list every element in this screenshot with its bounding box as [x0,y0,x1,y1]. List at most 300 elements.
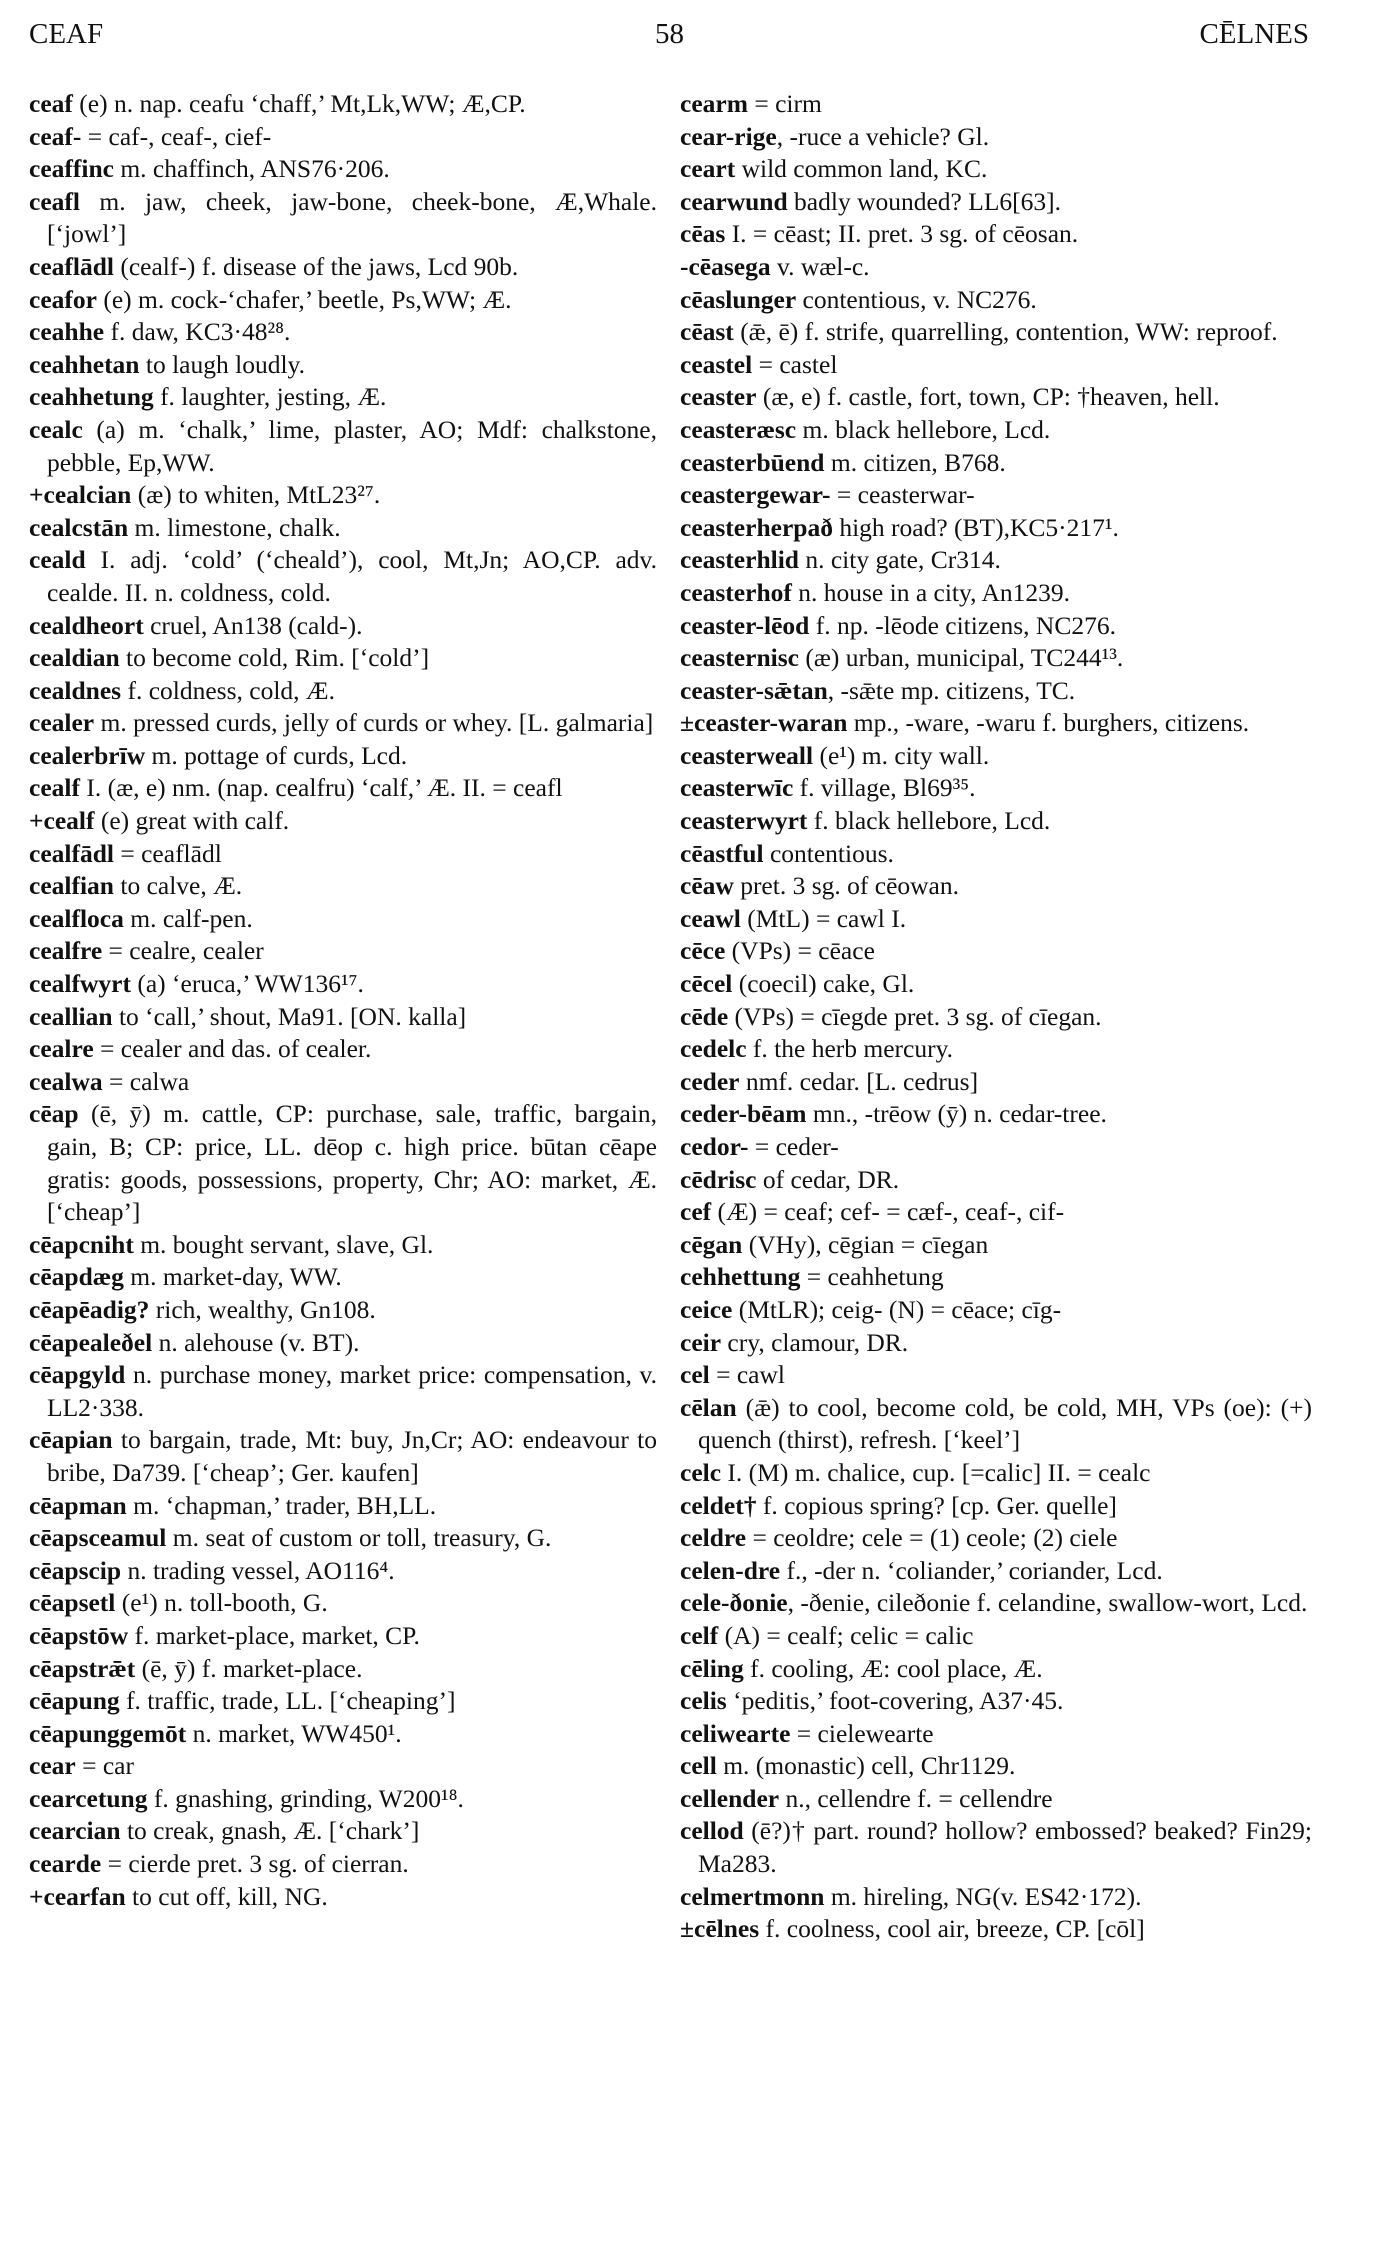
headword: cealerbrīw [29,740,146,770]
dictionary-entry [680,1881,1312,1914]
dictionary-entry [680,1913,1312,1946]
dictionary-entry [680,186,1312,219]
headword: cēapsetl [29,1588,116,1618]
definition: = calwa [102,1066,190,1096]
definition: , -ðenie, cileðonie f. celandine, swallow-wort, Lcd. [787,1588,1308,1618]
dictionary-entry [680,447,1312,480]
headword: ceasterhlid [680,545,799,575]
headword: cealwa [29,1066,103,1096]
dictionary-entry [29,1783,657,1816]
dictionary-entry [29,1490,657,1523]
definition: m. limestone, chalk. [128,512,341,542]
dictionary-entry [680,903,1312,936]
definition: m. bought servant, slave, Gl. [133,1229,434,1259]
headword: cealdheort [29,610,144,640]
definition: I. adj. ‘cold’ (‘cheald’), cool, Mt,Jn; AO,CP. adv. cealde. II. n. coldness, cold. [47,545,657,607]
headword: celc [680,1457,722,1487]
definition: (æ) urban, municipal, TC244¹³. [798,643,1124,673]
headword: ceasterbūend [680,447,825,477]
headword: ceawl [680,903,741,933]
right-column [680,88,1312,1946]
headword: ±cēlnes [680,1914,760,1944]
headword: cealcstān [29,512,129,542]
definition: (cealf-) f. disease of the jaws, Lcd 90b. [113,251,519,281]
definition: to cut off, kill, NG. [125,1881,328,1911]
headword: +cealf [29,806,95,836]
definition: (ē, ȳ) m. cattle, CP: purchase, sale, traffic, bargain, gain, B; CP: price, LL. dēop c. high price. būtan cēape gratis: goods, possessions, property, Chr; AO: market, Æ. [‘cheap’] [47,1099,657,1227]
headword: cealc [29,414,83,444]
definition: mp., -ware, -waru f. burghers, citizens. [847,708,1250,738]
headword: cel [680,1360,710,1390]
dictionary-entry [680,675,1312,708]
dictionary-entry [680,1261,1312,1294]
headword: -cēasega [680,251,771,281]
dictionary-entry [29,381,657,414]
dictionary-entry [680,1098,1312,1131]
dictionary-entry [680,1522,1312,1555]
definition: m. ‘chapman,’ trader, BH,LL. [126,1490,437,1520]
headword: ceart [680,154,736,184]
dictionary-entry [680,1815,1312,1880]
headword: cēapēadig? [29,1294,150,1324]
dictionary-entry [29,251,657,284]
dictionary-entry [680,1587,1312,1620]
definition: I. (M) m. chalice, cup. [=calic] II. = cealc [721,1457,1151,1487]
dictionary-entry [680,642,1312,675]
definition: (a) m. ‘chalk,’ lime, plaster, AO; Mdf: chalkstone, pebble, Ep,WW. [47,414,657,477]
dictionary-entry [29,544,657,609]
dictionary-entry [29,675,657,708]
dictionary-entry [29,1555,657,1588]
dictionary-entry [29,903,657,936]
running-head-right: CĒLNES [1199,18,1309,50]
headword: ceasterhof [680,577,792,607]
dictionary-entry [29,1001,657,1034]
headword: cedelc [680,1034,747,1064]
headword: cēapsceamul [29,1523,167,1553]
dictionary-entry [680,349,1312,382]
dictionary-entry [680,838,1312,871]
dictionary-entry [29,1653,657,1686]
dictionary-entry [29,88,657,121]
dictionary-entry [680,1685,1312,1718]
definition: , -ruce a vehicle? Gl. [776,121,990,151]
definition: = car [75,1751,134,1781]
dictionary-entry [29,870,657,903]
headword: ceaf [29,89,73,118]
dictionary-entry [29,1750,657,1783]
dictionary-entry [680,870,1312,903]
dictionary-entry [29,349,657,382]
headword: ceasterherpað [680,512,833,542]
dictionary-entry [29,284,657,317]
dictionary-entry [680,805,1312,838]
definition: f. cooling, Æ: cool place, Æ. [743,1653,1043,1683]
dictionary-entry [680,1783,1312,1816]
definition: m. black hellebore, Lcd. [796,414,1051,444]
dictionary-entry [680,1653,1312,1686]
headword: cealfādl [29,838,114,868]
definition: = cawl [709,1360,786,1390]
dictionary-entry [29,838,657,871]
definition: n. trading vessel, AO116⁴. [121,1555,395,1585]
dictionary-entry [680,1392,1312,1457]
headword: cearm [680,89,748,118]
headword: celiwearte [680,1718,791,1748]
definition: (MtLR); ceig- (N) = cēace; cīg- [732,1294,1062,1324]
headword: ceasterwyrt [680,806,808,836]
headword: cēling [680,1653,744,1683]
dictionary-entry [29,316,657,349]
dictionary-entry [29,1881,657,1914]
dictionary-entry [29,1294,657,1327]
dictionary-entry [29,1815,657,1848]
definition: m. hireling, NG(v. ES42·172). [824,1881,1142,1911]
dictionary-entry [29,153,657,186]
headword: cealfloca [29,903,124,933]
definition: f. traffic, trade, LL. [‘cheaping’] [119,1686,456,1716]
definition: n. market, WW450¹. [186,1718,402,1748]
definition: = cirm [747,89,822,118]
definition: (e) m. cock-‘chafer,’ beetle, Ps,WW; Æ. [96,284,512,314]
dictionary-entry [680,381,1312,414]
dictionary-entry [29,1261,657,1294]
definition: to laugh loudly. [139,349,306,379]
definition: m. seat of custom or toll, treasury, G. [166,1523,552,1553]
headword: cēaslunger [680,284,797,314]
headword: cēapdæg [29,1262,124,1292]
headword: cēapunggemōt [29,1718,187,1748]
definition: cruel, An138 (cald-). [143,610,363,640]
definition: m. jaw, cheek, jaw-bone, cheek-bone, Æ,Whale. [‘jowl’] [47,186,657,249]
headword: cealre [29,1034,94,1064]
dictionary-entry [29,1620,657,1653]
headword: celmertmonn [680,1881,825,1911]
definition: contentious, v. NC276. [796,284,1037,314]
headword: ceder [680,1066,740,1096]
headword: ±ceaster-waran [680,708,848,738]
dictionary-entry [680,1229,1312,1262]
definition: m. (monastic) cell, Chr1129. [716,1751,1016,1781]
headword: cearwund [680,186,788,216]
headword: cēapcniht [29,1229,134,1259]
definition: to ‘call,’ shout, Ma91. [ON. kalla] [112,1001,467,1031]
headword: cēapstrǣt [29,1653,136,1683]
headword: celf [680,1620,719,1650]
definition: (VPs) = cīegde pret. 3 sg. of cīegan. [728,1001,1102,1031]
definition: = cierde pret. 3 sg. of cierran. [101,1849,409,1879]
headword: cealer [29,708,95,738]
definition: mn., -trēow (ȳ) n. cedar-tree. [806,1099,1107,1129]
headword: cēapgyld [29,1360,126,1390]
headword: cēdrisc [680,1164,757,1194]
headword: celdre [680,1523,747,1553]
definition: = ceasterwar- [830,480,975,510]
definition: m. pressed curds, jelly of curds or whey. [L. galmaria] [94,708,654,738]
definition: f. gnashing, grinding, W200¹⁸. [147,1783,464,1813]
dictionary-entry [680,707,1312,740]
running-head-left: CEAF [29,18,104,50]
headword: ceahhetung [29,382,154,412]
headword: ceaster-sǣtan [680,675,828,705]
definition: contentious. [763,838,894,868]
definition: = castel [752,349,838,379]
headword: cedor- [680,1132,749,1161]
dictionary-entry [680,414,1312,447]
headword: cealf [29,773,80,803]
definition: = caf-, ceaf-, cief- [81,121,272,151]
dictionary-entry [680,740,1312,773]
headword: cēlan [680,1392,737,1422]
dictionary-entry [680,1359,1312,1392]
definition: rich, wealthy, Gn108. [149,1294,376,1324]
definition: (æ, e) f. castle, fort, town, CP: †heaven, hell. [756,382,1220,412]
definition: (æ) to whiten, MtL23²⁷. [131,480,381,510]
headword: celdet† [680,1490,757,1520]
definition: wild common land, KC. [735,154,988,184]
definition: (A) = cealf; celic = calic [718,1620,974,1650]
headword: cehhettung [680,1262,801,1292]
definition: = ceder- [748,1132,839,1161]
definition: to become cold, Rim. [‘cold’] [119,643,430,673]
headword: ceaf- [29,121,82,151]
headword: cellod [680,1816,744,1846]
headword: ceir [680,1327,722,1357]
headword: cef [680,1197,712,1227]
headword: ceastel [680,349,753,379]
dictionary-entry [29,414,657,479]
dictionary-entry [680,1066,1312,1099]
definition: f. coldness, cold, Æ. [121,675,335,705]
dictionary-entry [680,1750,1312,1783]
definition: f., -der n. ‘coliander,’ coriander, Lcd. [780,1555,1163,1585]
headword: cēcel [680,969,733,999]
definition: n., cellendre f. = cellendre [779,1783,1053,1813]
headword: ceasternisc [680,643,799,673]
left-column [29,88,657,1913]
headword: cele-ðonie [680,1588,788,1618]
definition: (coecil) cake, Gl. [732,969,915,999]
definition: f. market-place, market, CP. [128,1620,420,1650]
headword: ceasterwīc [680,773,794,803]
definition: n. house in a city, An1239. [791,577,1070,607]
definition: (Æ) = ceaf; cef- = cæf-, ceaf-, cif- [711,1197,1065,1227]
headword: cēas [680,219,726,249]
headword: +cearfan [29,1881,126,1911]
definition: (ǣ) to cool, become cold, be cold, MH, VPs (oe): (+) quench (thirst), refresh. [‘keel’] [698,1392,1312,1455]
dictionary-entry [680,935,1312,968]
definition: (e¹) m. city wall. [813,740,990,770]
dictionary-entry [680,316,1312,349]
headword: cēaw [680,871,734,901]
definition: to creak, gnash, Æ. [‘chark’] [120,1816,420,1846]
definition: = cealre, cealer [102,936,264,966]
definition: f. np. -lēode citizens, NC276. [809,610,1116,640]
dictionary-entry [680,544,1312,577]
dictionary-entry [29,1098,657,1228]
definition: m. chaffinch, ANS76·206. [113,154,390,184]
dictionary-entry [680,512,1312,545]
headword: cealfwyrt [29,969,131,999]
definition: badly wounded? LL6[63]. [787,186,1062,216]
headword: cealdnes [29,675,122,705]
dictionary-entry [29,610,657,643]
definition: = ceoldre; cele = (1) ceole; (2) ciele [746,1523,1118,1553]
dictionary-entry [29,1587,657,1620]
definition: f. laughter, jesting, Æ. [153,382,387,412]
dictionary-entry [29,1229,657,1262]
definition: n. alehouse (v. BT). [152,1327,360,1357]
headword: ceald [29,545,86,575]
dictionary-entry [680,284,1312,317]
dictionary-entry [29,121,657,154]
definition: (a) ‘eruca,’ WW136¹⁷. [130,969,364,999]
dictionary-entry [680,1131,1312,1164]
headword: cearde [29,1849,102,1879]
headword: ceastergewar- [680,480,831,510]
dictionary-entry [680,1196,1312,1229]
dictionary-entry [680,1555,1312,1588]
dictionary-entry [29,968,657,1001]
dictionary-entry [680,1620,1312,1653]
definition: nmf. cedar. [L. cedrus] [739,1066,979,1096]
headword: cealfre [29,936,103,966]
headword: cēast [680,317,734,347]
dictionary-entry [29,512,657,545]
definition: f. coolness, cool air, breeze, CP. [cōl] [759,1914,1145,1944]
headword: cēapealeðel [29,1327,153,1357]
headword: cēce [680,936,726,966]
definition: m. citizen, B768. [824,447,1006,477]
dictionary-entry [680,1294,1312,1327]
definition: m. market-day, WW. [123,1262,342,1292]
headword: cearcian [29,1816,121,1846]
dictionary-entry [29,1685,657,1718]
dictionary-entry [29,642,657,675]
headword: cēapscip [29,1555,122,1585]
dictionary-entry [680,772,1312,805]
definition: I. (æ, e) nm. (nap. cealfru) ‘calf,’ Æ. II. = ceafl [79,773,563,803]
headword: ceahhe [29,317,105,347]
dictionary-entry [680,577,1312,610]
headword: cēapman [29,1490,127,1520]
definition: to bargain, trade, Mt: buy, Jn,Cr; AO: endeavour to bribe, Da739. [‘cheap’; Ger. kaufen] [47,1425,657,1487]
definition: (ē, ȳ) f. market-place. [135,1653,363,1683]
dictionary-entry [29,1718,657,1751]
definition: = cielewearte [790,1718,934,1748]
definition: = cealer and das. of cealer. [93,1034,372,1064]
definition: of cedar, DR. [756,1164,900,1194]
dictionary-entry [680,1164,1312,1197]
dictionary-entry [29,1327,657,1360]
headword: cellender [680,1783,780,1813]
headword: cēgan [680,1229,743,1259]
definition: m. pottage of curds, Lcd. [145,740,408,770]
headword: celen-dre [680,1555,781,1585]
headword: cēapstōw [29,1620,129,1650]
definition: f. the herb mercury. [746,1034,954,1064]
headword: ceasterweall [680,740,814,770]
headword: cēde [680,1001,729,1031]
definition: I. = cēast; II. pret. 3 sg. of cēosan. [725,219,1079,249]
dictionary-entry [29,935,657,968]
definition: m. calf-pen. [123,903,253,933]
headword: cealfian [29,871,114,901]
definition: (VPs) = cēace [725,936,875,966]
dictionary-entry [29,772,657,805]
definition: n. purchase money, market price: compensation, v. LL2·338. [47,1360,657,1422]
dictionary-entry [29,1033,657,1066]
definition: pret. 3 sg. of cēowan. [733,871,959,901]
headword: ceallian [29,1001,113,1031]
definition: (VHy), cēgian = cīegan [742,1229,989,1259]
dictionary-entry [680,1490,1312,1523]
dictionary-entry [680,479,1312,512]
headword: cēap [29,1099,79,1129]
dictionary-entry [29,805,657,838]
dictionary-entry [680,1718,1312,1751]
dictionary-entry [29,479,657,512]
headword: ceafl [29,186,80,216]
definition: f. daw, KC3·48²⁸. [104,317,291,347]
headword: +cealcian [29,480,132,510]
definition: ‘peditis,’ foot-covering, A37·45. [726,1686,1064,1716]
definition: cry, clamour, DR. [721,1327,909,1357]
headword: cēapung [29,1686,120,1716]
headword: cell [680,1751,717,1781]
definition: (e¹) n. toll-booth, G. [115,1588,328,1618]
definition: (MtL) = cawl I. [740,903,907,933]
dictionary-entry [680,218,1312,251]
dictionary-entry [29,707,657,740]
headword: cearcetung [29,1783,148,1813]
dictionary-entry [680,1033,1312,1066]
headword: ceahhetan [29,349,140,379]
dictionary-entry [29,1359,657,1424]
definition: n. city gate, Cr314. [798,545,1001,575]
headword: ceder-bēam [680,1099,807,1129]
headword: ceasteræsc [680,414,797,444]
page-number: 58 [655,18,684,50]
dictionary-entry [680,1327,1312,1360]
dictionary-entry [680,968,1312,1001]
dictionary-entry [29,1848,657,1881]
headword: cear [29,1751,76,1781]
dictionary-entry [680,1001,1312,1034]
definition: = ceahhetung [800,1262,944,1292]
definition: high road? (BT),KC5·217¹. [832,512,1119,542]
definition: (e) n. nap. ceafu ‘chaff,’ Mt,Lk,WW; Æ,CP. [72,89,526,118]
headword: cear-rige [680,121,777,151]
headword: ceaster-lēod [680,610,810,640]
definition: = ceaflādl [113,838,222,868]
dictionary-entry [29,1066,657,1099]
definition: f. copious spring? [cp. Ger. quelle] [756,1490,1117,1520]
headword: cealdian [29,643,120,673]
dictionary-entry [680,610,1312,643]
dictionary-entry [680,88,1312,121]
headword: celis [680,1686,727,1716]
dictionary-entry [29,1522,657,1555]
definition: f. village, Bl69³⁵. [793,773,976,803]
definition: v. wæl-c. [770,251,870,281]
dictionary-entry [29,186,657,251]
definition: (ǣ, ē) f. strife, quarrelling, contention, WW: reproof. [733,317,1278,347]
dictionary-entry [680,251,1312,284]
headword: ceaflādl [29,251,114,281]
headword: cēapian [29,1425,113,1455]
definition: to calve, Æ. [113,871,243,901]
